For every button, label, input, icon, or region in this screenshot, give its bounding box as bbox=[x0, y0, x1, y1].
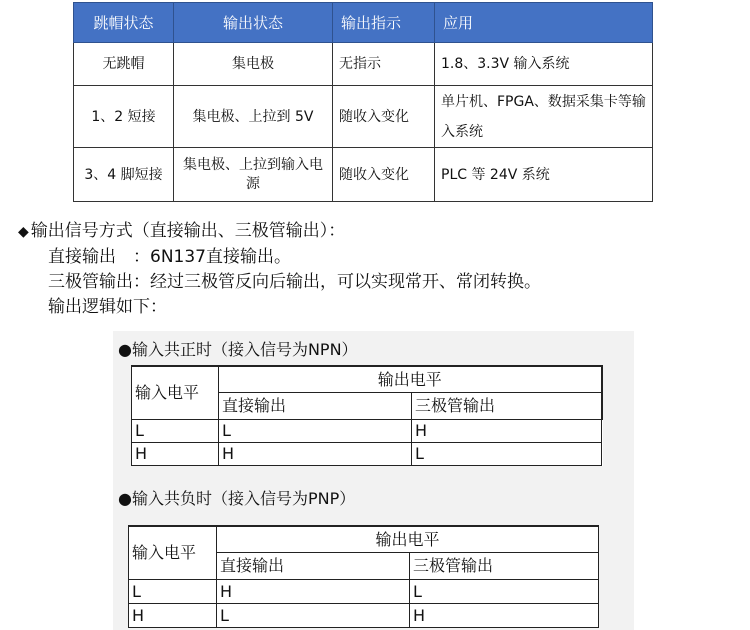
table-cell: H bbox=[412, 420, 602, 443]
direct-output-header: 直接输出 bbox=[219, 393, 412, 420]
heading-text: 输出信号方式（直接输出、三极管输出）： bbox=[30, 221, 346, 241]
input-level-header: 输入电平 bbox=[132, 366, 219, 420]
table-cell: 集电极 bbox=[174, 43, 333, 86]
jumper-header-cell: 跳帽状态 bbox=[74, 3, 174, 43]
table-cell: 1.8、3.3V 输入系统 bbox=[435, 43, 653, 86]
table-row bbox=[129, 526, 599, 553]
pnp-logic-table bbox=[128, 525, 599, 628]
transistor-output-header: 三极管输出 bbox=[412, 393, 602, 420]
table-cell: 3、4 脚短接 bbox=[74, 148, 174, 202]
transistor-output-header: 三极管输出 bbox=[410, 553, 599, 580]
table-cell: 单片机、FPGA、数据采集卡等输入系统 bbox=[435, 86, 653, 148]
table-cell: L bbox=[217, 604, 410, 628]
jumper-header-cell: 输出指示 bbox=[333, 3, 435, 43]
output-level-header: 输出电平 bbox=[219, 366, 602, 393]
table-row bbox=[74, 86, 653, 148]
section-heading bbox=[18, 219, 541, 245]
npn-section-title: ●输入共正时（接入信号为NPN） bbox=[118, 340, 358, 359]
table-row bbox=[132, 443, 602, 466]
table-row bbox=[129, 580, 599, 604]
table-cell: 1、2 短接 bbox=[74, 86, 174, 148]
diamond-bullet-icon: ◆ bbox=[18, 224, 29, 240]
table-cell: 随收入变化 bbox=[333, 86, 435, 148]
table-row bbox=[74, 43, 653, 86]
table-cell: H bbox=[217, 580, 410, 604]
logic-panel bbox=[113, 331, 634, 630]
jumper-table-header-row bbox=[74, 3, 653, 43]
direct-output-header: 直接输出 bbox=[217, 553, 410, 580]
table-cell: H bbox=[410, 604, 599, 628]
table-cell: L bbox=[410, 580, 599, 604]
table-cell: 无指示 bbox=[333, 43, 435, 86]
table-row bbox=[74, 148, 653, 202]
output-description bbox=[18, 219, 541, 320]
jumper-table bbox=[73, 2, 653, 202]
transistor-output-line: 三极管输出：经过三极管反向后输出，可以实现常开、常闭转换。 bbox=[48, 272, 541, 292]
table-cell: H bbox=[132, 443, 219, 466]
jumper-header-cell: 输出状态 bbox=[174, 3, 333, 43]
table-cell: L bbox=[129, 580, 217, 604]
logic-intro-line: 输出逻辑如下： bbox=[48, 297, 167, 317]
npn-logic-table bbox=[131, 365, 603, 466]
table-row bbox=[132, 366, 602, 393]
output-level-header: 输出电平 bbox=[217, 526, 599, 553]
table-cell: 集电极、上拉到输入电源 bbox=[174, 148, 333, 202]
table-cell: 集电极、上拉到 5V bbox=[174, 86, 333, 148]
table-cell: H bbox=[219, 443, 412, 466]
table-row bbox=[129, 604, 599, 628]
table-cell: 随收入变化 bbox=[333, 148, 435, 202]
table-cell: L bbox=[219, 420, 412, 443]
table-cell: H bbox=[129, 604, 217, 628]
input-level-header: 输入电平 bbox=[129, 526, 217, 580]
pnp-section-title: ●输入共负时（接入信号为PNP） bbox=[118, 489, 356, 508]
table-cell: L bbox=[412, 443, 602, 466]
direct-output-line: 直接输出 ：6N137直接输出。 bbox=[48, 247, 291, 267]
table-row bbox=[132, 420, 602, 443]
table-cell: L bbox=[132, 420, 219, 443]
table-cell: PLC 等 24V 系统 bbox=[435, 148, 653, 202]
table-cell: 无跳帽 bbox=[74, 43, 174, 86]
jumper-header-cell: 应用 bbox=[435, 3, 653, 43]
